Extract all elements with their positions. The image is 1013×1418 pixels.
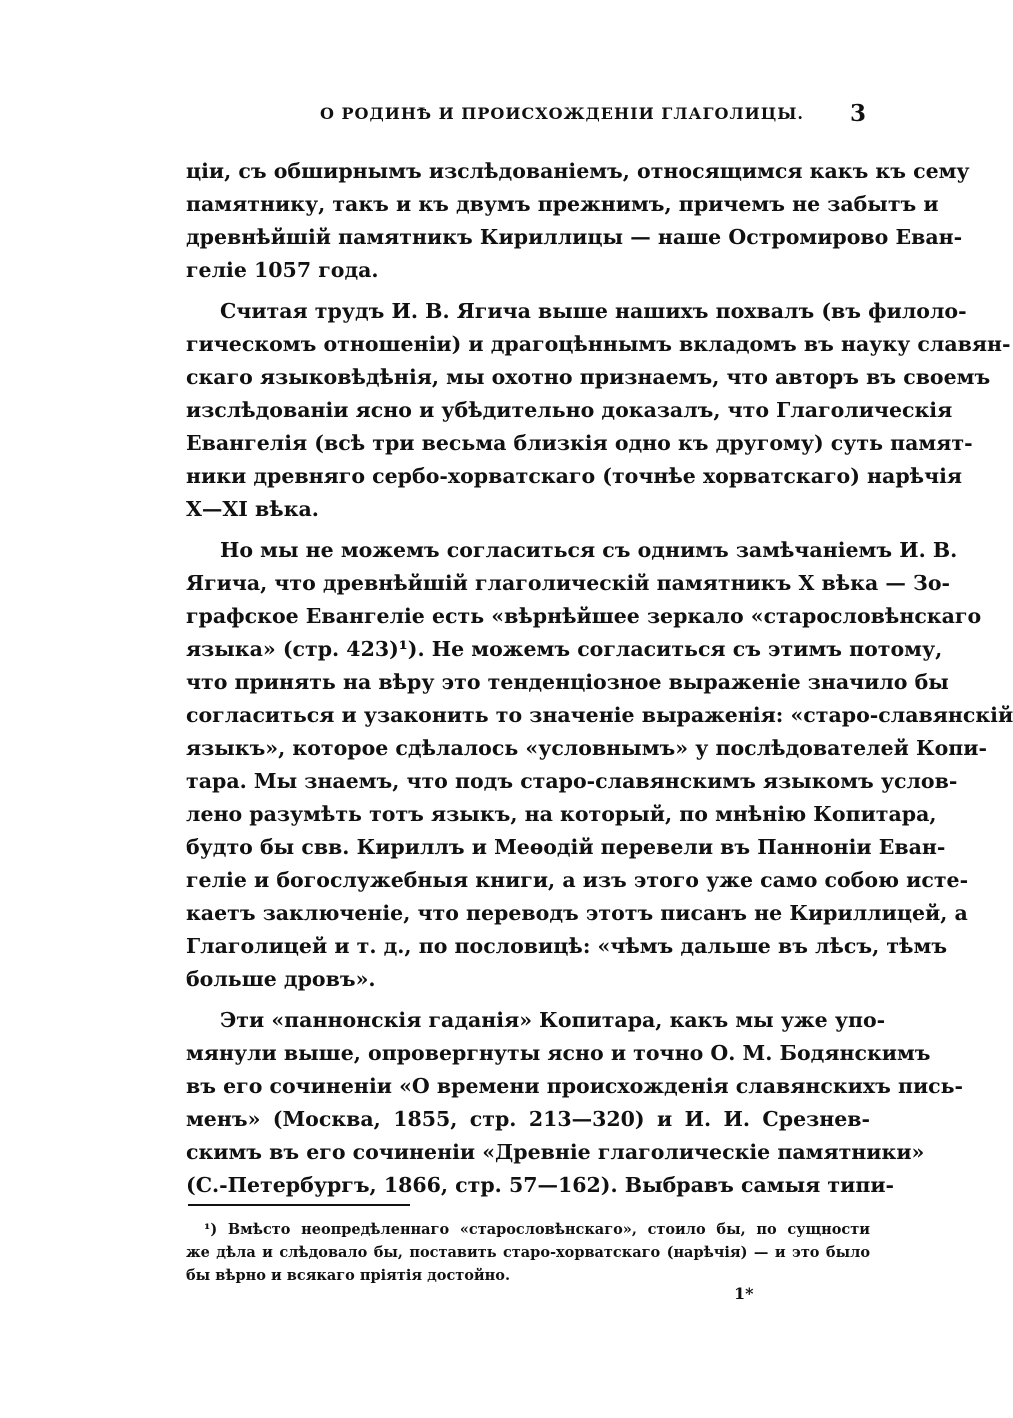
text-line: скимъ въ его сочиненіи «Древніе глаголическіе памятники»: [186, 1140, 925, 1164]
text-line: геліе 1057 года.: [186, 258, 379, 282]
text-line: согласиться и узаконить то значеніе выраженія: «старо-славянскій: [186, 703, 1013, 727]
text-line: Но мы не можемъ согласиться съ однимъ замѣчаніемъ И. В.: [220, 538, 958, 562]
text-line: лено разумѣть тотъ языкъ, на который, по мнѣнію Копитара,: [186, 802, 937, 826]
text-line: каетъ заключеніе, что переводъ этотъ писанъ не Кириллицей, а: [186, 901, 968, 925]
text-line: Глаголицей и т. д., по пословицѣ: «чѣмъ дальше въ лѣсъ, тѣмъ: [186, 934, 948, 958]
footnote-line: же дѣла и слѣдовало бы, поставить старо-хорватскаго (нарѣчія) — и это было: [186, 1244, 870, 1261]
text-line: больше дровъ».: [186, 967, 376, 991]
text-line: языка» (стр. 423)¹). Не можемъ согласиться съ этимъ потому,: [186, 637, 943, 661]
text-line: (С.-Петербургъ, 1866, стр. 57—162). Выбравъ самыя типи-: [186, 1173, 895, 1197]
signature-mark: 1*: [734, 1284, 754, 1303]
running-head: [186, 100, 870, 130]
text-line: тара. Мы знаемъ, что подъ старо-славянскимъ языкомъ услов-: [186, 769, 958, 793]
page-number: 3: [849, 100, 866, 127]
text-line: Считая трудъ И. В. Ягича выше нашихъ похвалъ (въ филоло-: [220, 299, 967, 323]
footnotes: [186, 1218, 870, 1287]
text-line: древнѣйшій памятникъ Кириллицы — наше Остромирово Еван-: [186, 225, 963, 249]
footnote-line: ¹) Вмѣсто неопредѣленнаго «старословѣнскаго», стоило бы, по сущности: [204, 1221, 870, 1238]
text-line: ники древняго сербо-хорватскаго (точнѣе хорватскаго) нарѣчія: [186, 464, 963, 488]
text-line: въ его сочиненіи «О времени происхожденія славянскихъ пись-: [186, 1074, 964, 1098]
text-line: менъ» (Москва, 1855, стр. 213—320) и И. И. Срезнев-: [186, 1107, 870, 1131]
text-line: будто бы свв. Кириллъ и Меѳодій перевели въ Панноніи Еван-: [186, 835, 946, 859]
text-line: Ягича, что древнѣйшій глаголическій памятникъ X вѣка — Зо-: [186, 571, 950, 595]
text-line: X—XI вѣка.: [186, 497, 319, 521]
text-line: ціи, съ обширнымъ изслѣдованіемъ, относящимся какъ къ сему: [186, 159, 970, 183]
text-line: Евангелія (всѣ три весьма близкія одно къ другому) суть памят-: [186, 431, 973, 455]
footnote-line: бы вѣрно и всякаго пріятія достойно.: [186, 1267, 511, 1284]
text-line: языкъ», которое сдѣлалось «условнымъ» у послѣдователей Копи-: [186, 736, 987, 760]
text-line: скаго языковѣдѣнія, мы охотно признаемъ, что авторъ въ своемъ: [186, 365, 991, 389]
text-line: Эти «паннонскія гаданія» Копитара, какъ мы уже упо-: [220, 1008, 886, 1032]
text-line: изслѣдованіи ясно и убѣдительно доказалъ, что Глаголическія: [186, 398, 953, 422]
text-line: мянули выше, опровергнуты ясно и точно О. М. Бодянскимъ: [186, 1041, 931, 1065]
text-line: гическомъ отношеніи) и драгоцѣннымъ вкладомъ въ науку славян-: [186, 332, 1011, 356]
text-line: памятнику, такъ и къ двумъ прежнимъ, причемъ не забытъ и: [186, 192, 939, 216]
body-text: [186, 155, 1013, 1202]
text-line: что принять на вѣру это тенденціозное выраженіе значило бы: [186, 670, 949, 694]
text-line: геліе и богослужебныя книги, а изъ этого уже само собою исте-: [186, 868, 969, 892]
running-title: О РОДИНѢ И ПРОИСХОЖДЕНІИ ГЛАГОЛИЦЫ.: [320, 104, 804, 123]
text-line: графское Евангеліе есть «вѣрнѣйшее зеркало «старословѣнскаго: [186, 604, 982, 628]
footnote-rule: [188, 1204, 410, 1206]
